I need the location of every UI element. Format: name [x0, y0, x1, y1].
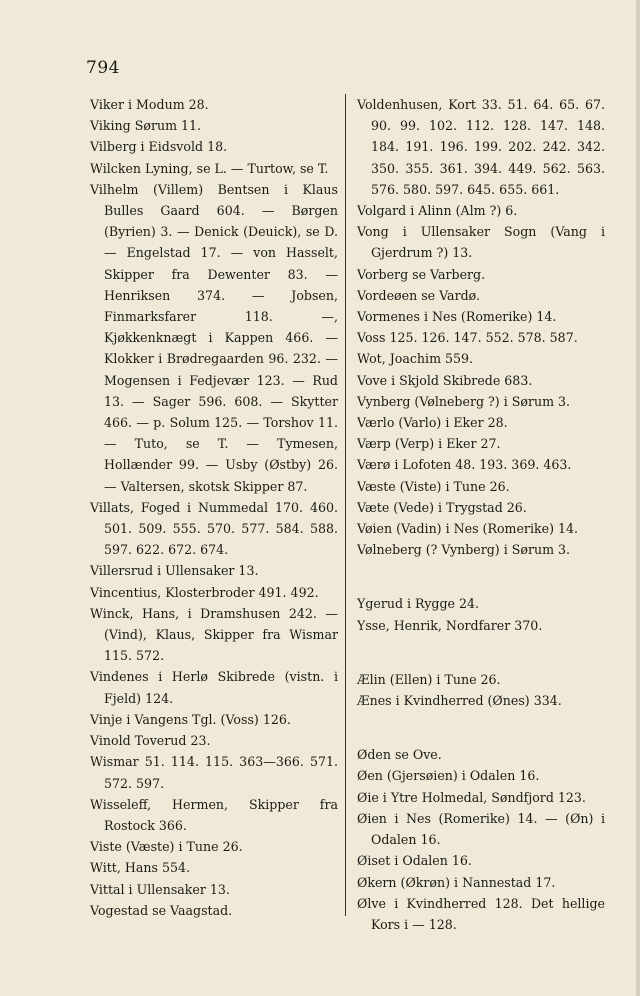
index-entry: Vorberg se Varberg. — [357, 266, 486, 282]
index-entry: Viker i Modum 28. — [90, 97, 209, 112]
index-entry: Vogestad se Vaagstad. — [90, 902, 233, 918]
index-entry: Ygerud i Rygge 24. — [357, 596, 480, 612]
index-entry: Ysse, Henrik, Nordfarer 370. — [357, 617, 543, 633]
index-entry: Wisseleff, Hermen, Skipper fra Rostock 366. — [90, 796, 338, 833]
index-entry: Vinje i Vangens Tgl. (Voss) 126. — [90, 711, 291, 727]
index-entry: Villersrud i Ullensaker 13. — [90, 563, 259, 579]
index-entry: Wismar 51. 114. 115. 363—366. 571. 572. 597. — [90, 754, 338, 791]
index-entry: Økern (Økrøn) i Nannestad 17. — [357, 874, 556, 890]
index-entry: Øien i Nes (Romerike) 14. — (Øn) i Odalen 16. — [357, 810, 605, 848]
index-entry: Værp (Verp) i Eker 27. — [357, 436, 501, 452]
index-entry: Vølneberg (? Vynberg) i Sørum 3. — [357, 542, 571, 558]
index-entry: Øie i Ytre Holmedal, Søndfjord 123. — [357, 789, 586, 805]
index-entry: Væste (Viste) i Tune 26. — [357, 478, 510, 494]
index-entry: Vynberg (Vølneberg ?) i Sørum 3. — [357, 393, 571, 409]
index-entry: Vilberg i Eidsvold 18. — [90, 139, 228, 155]
index-entry: Volgard i Alinn (Alm ?) 6. — [357, 203, 518, 219]
section-gap — [357, 711, 605, 744]
index-entry: Vøien (Vadin) i Nes (Romerike) 14. — [357, 521, 579, 537]
index-entry: Øen (Gjersøien) i Odalen 16. — [357, 768, 540, 784]
index-entry: Wilcken Lyning, se L. — Turtow, se T. — [90, 160, 329, 176]
index-entry: Vove i Skjold Skibrede 683. — [357, 372, 533, 388]
index-entry: Viste (Væste) i Tune 26. — [90, 839, 243, 855]
index-column-left — [90, 94, 338, 921]
index-entry: Øiset i Odalen 16. — [357, 853, 472, 869]
index-entry: Væte (Vede) i Trygstad 26. — [357, 499, 527, 515]
column-divider — [345, 94, 346, 916]
index-entry: Vittal i Ullensaker 13. — [90, 881, 230, 897]
index-entry: Vong i Ullensaker Sogn (Vang i Gjerdrum ?) 13. — [357, 224, 605, 261]
page-edge — [636, 0, 640, 996]
index-entry: Wot, Joachim 559. — [357, 351, 474, 367]
section-gap — [357, 636, 605, 669]
index-entry: Vincentius, Klosterbroder 491. 492. — [90, 584, 319, 600]
index-entry: Ænes i Kvindherred (Ønes) 334. — [357, 693, 562, 709]
index-entry: Vormenes i Nes (Romerike) 14. — [357, 309, 557, 325]
index-entry: Øden se Ove. — [357, 747, 442, 763]
index-entry: Vinold Toverud 23. — [90, 733, 211, 749]
index-column-right — [357, 94, 605, 935]
index-entry: Vordeøen se Vardø. — [357, 287, 481, 303]
index-entry: Værlo (Varlo) i Eker 28. — [357, 415, 508, 431]
index-entry: Villats, Foged i Nummedal 170. 460. 501. 509. 555. 570. 577. 584. 588. 597. 622. 672. 674. — [90, 499, 338, 558]
index-entry: Witt, Hans 554. — [90, 860, 190, 876]
section-gap — [357, 560, 605, 593]
index-entry: Vilhelm (Villem) Bentsen i Klaus Bulles Gaard 604. — Børgen (Byrien) 3. — Denick (Deuick), se D. — Engelstad 17. — von Hasselt, Skipper fra Dewenter 83. — Henriksen 374. — Jobsen, Finmarksfarer 118. —, Kjøkkenknægt i Kappen 466. — Klokker i Brødregaarden 96. 232. — Mogensen i Fedjevær 123. — Rud 13. — Sager 596. 608. — Skytter 466. — p. Solum 125. — Torshov 11. — Tuto, se T. — Tymesen, Hollænder 99. — Usby (Østby) 26. — Valtersen, skotsk Skipper 87. — [90, 181, 338, 494]
index-entry: Voldenhusen, Kort 33. 51. 64. 65. 67. 90. 99. 102. 112. 128. 147. 148. 184. 191. 196. 199. 202. 242. 342. 350. 355. 361. 394. 449. 562. 563. 576. 580. 597. 645. 655. 661. — [357, 97, 605, 197]
index-entry: Værø i Lofoten 48. 193. 369. 463. — [357, 457, 572, 473]
index-entry: Viking Sørum 11. — [90, 118, 202, 134]
index-entry: Ælin (Ellen) i Tune 26. — [357, 671, 501, 687]
index-entry: Voss 125. 126. 147. 552. 578. 587. — [357, 330, 578, 346]
index-entry: Ølve i Kvindherred 128. Det hellige Kors i — 128. — [357, 895, 605, 932]
page-number: 794 — [86, 58, 120, 78]
index-entry: Vindenes i Herlø Skibrede (vistn. i Fjeld) 124. — [90, 669, 338, 706]
index-entry: Winck, Hans, i Dramshusen 242. — (Vind), Klaus, Skipper fra Wismar 115. 572. — [90, 605, 338, 664]
